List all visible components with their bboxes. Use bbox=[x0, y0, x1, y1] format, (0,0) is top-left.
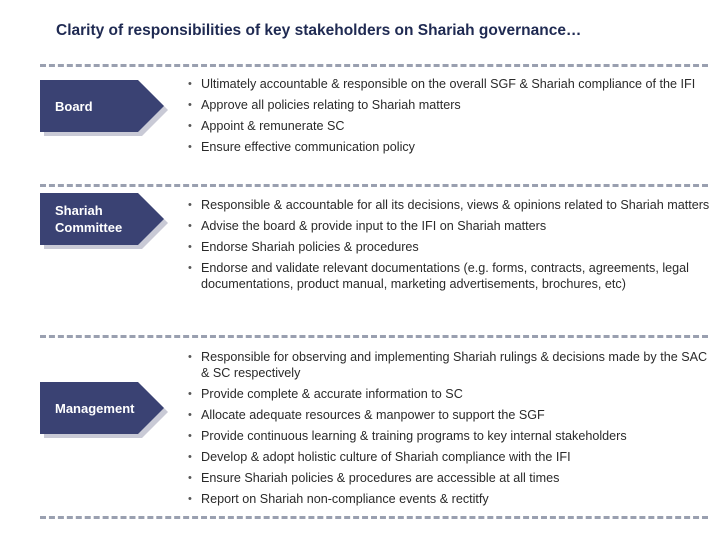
divider-bottom bbox=[40, 516, 708, 519]
list-item: • Allocate adequate resources & manpower to support the SGF bbox=[188, 407, 713, 423]
section-label-board bbox=[40, 80, 168, 132]
list-item: • Endorse Shariah policies & procedures bbox=[188, 239, 713, 255]
list-item: • Advise the board & provide input to the IFI on Shariah matters bbox=[188, 218, 713, 234]
list-item: • Endorse and validate relevant documentations (e.g. forms, contracts, agreements, legal documentations, product manual, marketing advertisements, brochures, etc) bbox=[188, 260, 713, 292]
section-label-shariah-committee bbox=[40, 193, 168, 245]
list-item: • Ultimately accountable & responsible on the overall SGF & Shariah compliance of the IFI bbox=[188, 76, 713, 92]
list-item: • Provide continuous learning & training programs to key internal stakeholders bbox=[188, 428, 713, 444]
list-item: • Ensure effective communication policy bbox=[188, 139, 713, 155]
section-label-management bbox=[40, 382, 168, 434]
divider-committee-management bbox=[40, 335, 708, 338]
list-item: • Responsible & accountable for all its decisions, views & opinions related to Shariah matters bbox=[188, 197, 713, 213]
section-label-text: Management bbox=[55, 400, 135, 416]
list-item: • Provide complete & accurate information to SC bbox=[188, 386, 713, 402]
divider-top bbox=[40, 64, 708, 67]
board-responsibility-list bbox=[188, 76, 713, 160]
list-item: • Ensure Shariah policies & procedures are accessible at all times bbox=[188, 470, 713, 486]
list-item: • Develop & adopt holistic culture of Shariah compliance with the IFI bbox=[188, 449, 713, 465]
management-responsibility-list bbox=[188, 349, 713, 512]
list-item: • Responsible for observing and implementing Shariah rulings & decisions made by the SAC & SC respectively bbox=[188, 349, 713, 381]
section-label-text: Board bbox=[55, 98, 93, 114]
section-label-text: Shariah Committee bbox=[55, 203, 123, 235]
list-item: • Approve all policies relating to Shariah matters bbox=[188, 97, 713, 113]
shariah-committee-responsibility-list bbox=[188, 197, 713, 297]
divider-board-committee bbox=[40, 184, 708, 187]
page-title: Clarity of responsibilities of key stakeholders on Shariah governance… bbox=[56, 22, 582, 39]
list-item: • Appoint & remunerate SC bbox=[188, 118, 713, 134]
list-item: • Report on Shariah non-compliance events & rectitfy bbox=[188, 491, 713, 507]
